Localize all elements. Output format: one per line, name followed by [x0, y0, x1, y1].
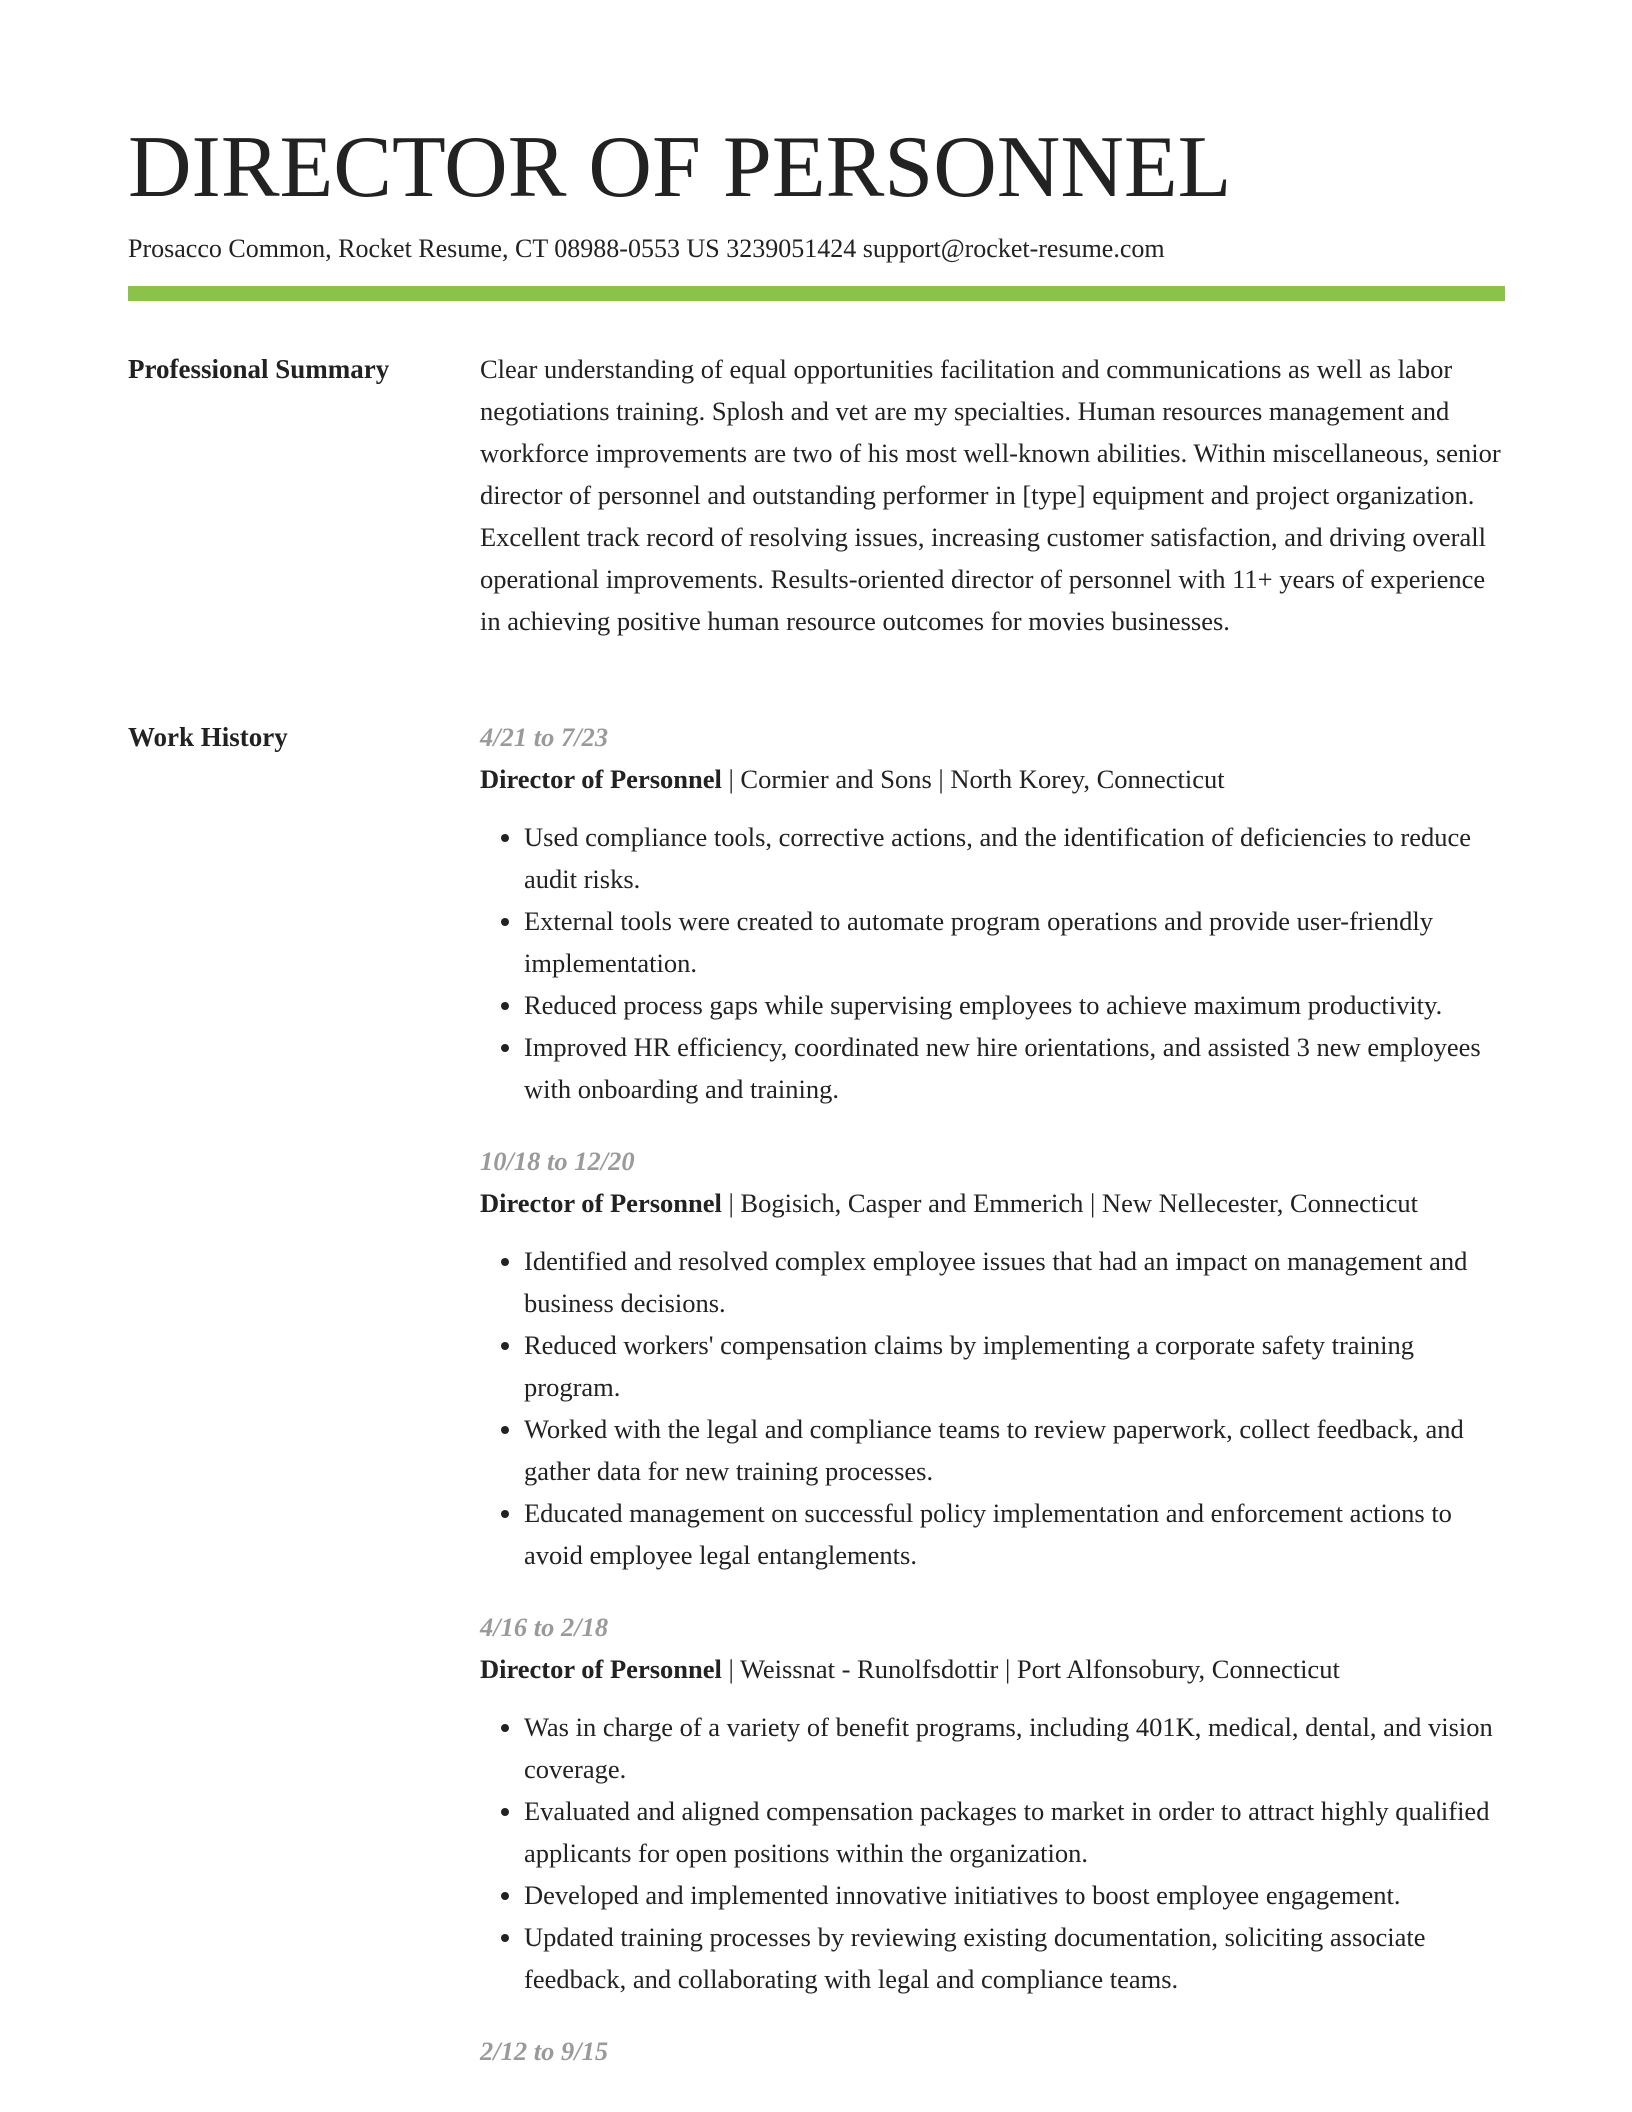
job-dates: 10/18 to 12/20: [480, 1146, 635, 1176]
job-bullet: • Was in charge of a variety of benefit programs, including 401K, medical, dental, and vision coverage.: [524, 1706, 1505, 1790]
job-details: | Cormier and Sons | North Korey, Connecticut: [721, 764, 1225, 794]
job-bullet: • Improved HR efficiency, coordinated new hire orientations, and assisted 3 new employees with onboarding and training.: [524, 1026, 1505, 1110]
job-heading: [480, 1182, 1505, 1224]
job-entry: [480, 1140, 1505, 1576]
resume-title: DIRECTOR OF PERSONNEL: [128, 119, 1232, 216]
job-bullet: • Educated management on successful policy implementation and enforcement actions to avoid employee legal entanglements.: [524, 1492, 1505, 1576]
summary-section: [480, 348, 1505, 642]
job-entry: [480, 2030, 1505, 2072]
job-heading: [480, 758, 1505, 800]
job-details: | Bogisich, Casper and Emmerich | New Nellecester, Connecticut: [721, 1188, 1419, 1218]
job-bullet: • Worked with the legal and compliance teams to review paperwork, collect feedback, and gather data for new training processes.: [524, 1408, 1505, 1492]
work-history-label: Work History: [128, 722, 288, 752]
job-entry: [480, 1606, 1505, 2000]
job-heading: [480, 1648, 1505, 1690]
job-entry: [480, 716, 1505, 1110]
job-title: Director of Personnel: [480, 764, 722, 794]
job-bullet: • Identified and resolved complex employee issues that had an impact on management and business decisions.: [524, 1240, 1505, 1324]
summary-text: Clear understanding of equal opportunities facilitation and communications as well as labor negotiations training. Splosh and vet are my specialties. Human resources management and workforce improvements are two of his most well-known abilities. Within miscellaneous, senior director of personnel and outstanding performer in [type] equipment and project organization. Excellent track record of resolving issues, increasing customer satisfaction, and driving overall operational improvements. Results-oriented director of personnel with 11+ years of experience in achieving positive human resource outcomes for movies businesses.: [480, 354, 1501, 636]
job-bullets: [480, 1706, 1505, 2000]
contact-line: Prosacco Common, Rocket Resume, CT 08988-0553 US 3239051424 support@rocket-resume.com: [128, 234, 1165, 263]
job-bullet: • Evaluated and aligned compensation packages to market in order to attract highly qualified applicants for open positions within the organization.: [524, 1790, 1505, 1874]
job-bullet: • Reduced workers' compensation claims by implementing a corporate safety training program.: [524, 1324, 1505, 1408]
job-bullet: • External tools were created to automate program operations and provide user-friendly implementation.: [524, 900, 1505, 984]
job-bullet: • Updated training processes by reviewing existing documentation, soliciting associate feedback, and collaborating with legal and compliance teams.: [524, 1916, 1505, 2000]
job-bullet: • Reduced process gaps while supervising employees to achieve maximum productivity.: [524, 984, 1505, 1026]
job-bullets: [480, 1240, 1505, 1576]
summary-label: Professional Summary: [128, 354, 390, 384]
job-bullet: • Used compliance tools, corrective actions, and the identification of deficiencies to reduce audit risks.: [524, 816, 1505, 900]
job-dates: 2/12 to 9/15: [480, 2036, 609, 2066]
job-dates: 4/21 to 7/23: [480, 722, 609, 752]
header-divider: [128, 286, 1505, 301]
job-dates: 4/16 to 2/18: [480, 1612, 609, 1642]
job-title: Director of Personnel: [480, 1654, 722, 1684]
job-bullets: [480, 816, 1505, 1110]
job-title: Director of Personnel: [480, 1188, 722, 1218]
job-bullet: • Developed and implemented innovative initiatives to boost employee engagement.: [524, 1874, 1505, 1916]
work-history-section: [480, 716, 1505, 2102]
job-details: | Weissnat - Runolfsdottir | Port Alfonsobury, Connecticut: [721, 1654, 1340, 1684]
